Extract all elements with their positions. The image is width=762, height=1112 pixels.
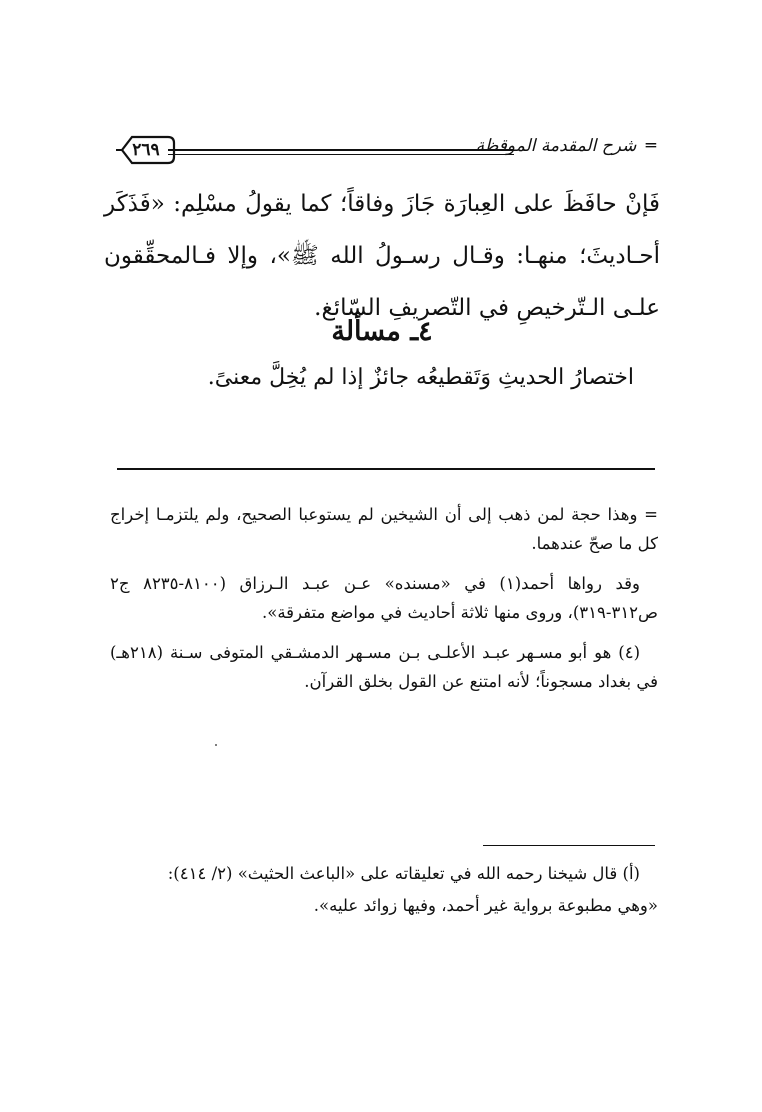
bottom-footnote-line-1: (أ) قال شيخنا رحمه الله في تعليقاته على «الباعث الحثيث» (٢/ ٤١٤):: [167, 864, 640, 883]
footnote-continuation: = وهذا حجة لمن ذهب إلى أن الشيخين لم يستوعبا الصحيح، ولم يلتزمـا إخراج كل ما صحّ عندهما.: [110, 505, 658, 553]
scan-speck: [215, 744, 217, 746]
title-dash-icon: ═: [645, 136, 656, 156]
header-rule: [168, 149, 514, 151]
page-number: ٢٦٩: [132, 140, 160, 160]
footnote-4: (٤) هو أبو مسـهر عبـد الأعلـى بـن مسـهر الدمشـقي المتوفى سـنة (٢١٨هـ) في بغداد مسجوناً؛ لأنه امتنع عن القول بخلق القرآن.: [110, 643, 658, 691]
issue-statement: اختصارُ الحديثِ وَتَقطيعُه جائزٌ إذا لم يُخِلَّ معنىً.: [207, 365, 634, 390]
footnote-separator: [117, 468, 655, 470]
page-header: [108, 132, 656, 172]
page-number-badge: [116, 134, 176, 166]
bottom-footnote-line-2: «وهي مطبوعة برواية غير أحمد، وفيها زوائد عليه».: [313, 896, 658, 915]
section-heading: ٤ـ مسألة: [331, 316, 433, 347]
main-text: [104, 178, 660, 334]
footnotes: [110, 500, 658, 707]
bottom-footnote: [110, 858, 658, 922]
running-title: [476, 136, 656, 156]
main-paragraph: فَإنْ حافَظَ على العِبارَة جَازَ وفاقاً؛ كما يقولُ مسْلِم: «فَذَكَر أحـاديثَ؛ منهـا: وقـال رسـولُ الله ﷺ»، وإلا فـالمحقِّقون علـى الـتّرخيصِ في التّصريفِ السّائغ.: [104, 191, 660, 321]
footnote-ahmad: وقد رواها أحمد(١) في «مسنده» عـن عبـد الـرزاق (٨١٠٠-٨٢٣٥ ج٢ ص٣١٢-٣١٩)، وروى منها ثلاثة أحاديث في مواضع متفرقة».: [110, 574, 658, 622]
bottom-footnote-separator: [483, 845, 655, 846]
running-title-text: شرح المقدمة الموقظة: [475, 136, 637, 156]
header-rule-thin: [168, 154, 514, 155]
